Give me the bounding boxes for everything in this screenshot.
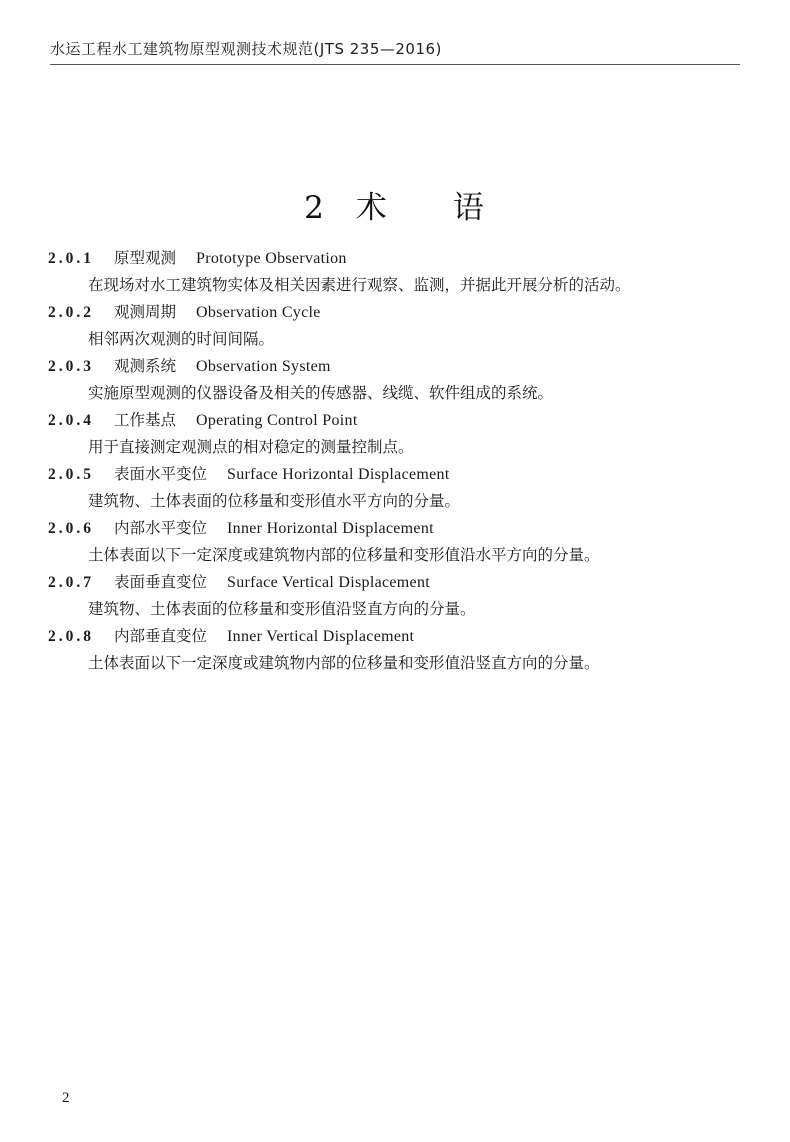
running-header: 水运工程水工建筑物原型观测技术规范(JTS 235—2016) xyxy=(50,40,442,58)
header-rule xyxy=(50,64,740,65)
term-name-en: Operating Control Point xyxy=(196,412,358,429)
page-number: 2 xyxy=(62,1090,70,1106)
term-number: 2.0.2 xyxy=(48,304,94,321)
term-entry xyxy=(48,461,748,515)
chapter-title xyxy=(0,182,790,227)
chapter-number: 2 xyxy=(304,190,326,226)
term-heading xyxy=(48,623,748,650)
terms-list xyxy=(48,245,748,677)
term-entry xyxy=(48,245,748,299)
term-definition: 在现场对水工建筑物实体及相关因素进行观察、监测，并据此开展分析的活动。 xyxy=(88,276,631,294)
term-entry xyxy=(48,515,748,569)
term-definition: 土体表面以下一定深度或建筑物内部的位移量和变形值沿竖直方向的分量。 xyxy=(88,654,600,672)
term-heading xyxy=(48,461,748,488)
term-name-cn: 内部水平变位 xyxy=(114,519,208,537)
term-definition: 相邻两次观测的时间间隔。 xyxy=(88,330,275,348)
term-definition: 实施原型观测的仪器设备及相关的传感器、线缆、软件组成的系统。 xyxy=(88,384,554,402)
term-name-cn: 内部垂直变位 xyxy=(114,627,208,645)
term-name-en: Prototype Observation xyxy=(196,250,347,267)
term-entry xyxy=(48,299,748,353)
term-number: 2.0.5 xyxy=(48,466,94,483)
term-name-cn: 工作基点 xyxy=(114,411,177,429)
term-name-en: Surface Vertical Displacement xyxy=(227,574,431,591)
term-name-cn: 表面垂直变位 xyxy=(114,573,208,591)
term-heading xyxy=(48,299,748,326)
term-number: 2.0.7 xyxy=(48,574,94,591)
term-name-en: Observation Cycle xyxy=(196,304,321,321)
term-name-cn: 原型观测 xyxy=(114,249,177,267)
term-heading xyxy=(48,353,748,380)
term-number: 2.0.3 xyxy=(48,358,94,375)
term-heading xyxy=(48,515,748,542)
term-entry xyxy=(48,569,748,623)
term-entry xyxy=(48,623,748,677)
term-heading xyxy=(48,245,748,272)
term-definition: 建筑物、土体表面的位移量和变形值沿竖直方向的分量。 xyxy=(88,600,476,618)
term-number: 2.0.8 xyxy=(48,628,94,645)
term-definition: 建筑物、土体表面的位移量和变形值水平方向的分量。 xyxy=(88,492,461,510)
term-name-cn: 观测周期 xyxy=(114,303,177,321)
term-name-en: Inner Horizontal Displacement xyxy=(227,520,434,537)
term-definition: 用于直接测定观测点的相对稳定的测量控制点。 xyxy=(88,438,414,456)
term-name-cn: 表面水平变位 xyxy=(114,465,208,483)
term-number: 2.0.4 xyxy=(48,412,94,429)
term-definition: 土体表面以下一定深度或建筑物内部的位移量和变形值沿水平方向的分量。 xyxy=(88,546,600,564)
term-number: 2.0.6 xyxy=(48,520,94,537)
term-entry xyxy=(48,407,748,461)
term-heading xyxy=(48,569,748,596)
term-name-en: Surface Horizontal Displacement xyxy=(227,466,450,483)
chapter-title-part2: 语 xyxy=(452,190,486,226)
term-number: 2.0.1 xyxy=(48,250,94,267)
term-name-cn: 观测系统 xyxy=(114,357,177,375)
chapter-title-part1: 术 xyxy=(355,190,389,226)
term-name-en: Inner Vertical Displacement xyxy=(227,628,415,645)
term-entry xyxy=(48,353,748,407)
term-name-en: Observation System xyxy=(196,358,331,375)
term-heading xyxy=(48,407,748,434)
